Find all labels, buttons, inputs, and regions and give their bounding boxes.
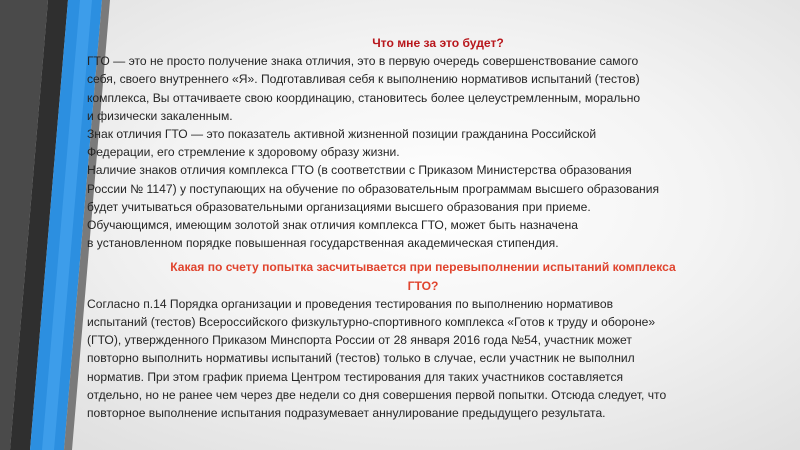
section-1-body [87,52,759,252]
text-line: (ГТО), утвержденного Приказом Минспорта России от 28 января 2016 года №54, участник может [87,333,632,348]
section-2-body [87,295,759,422]
text-line: себя, своего внутреннего «Я». Подготавливая себя к выполнению нормативов испытаний (тестов) [87,72,640,87]
text-line: норматив. При этом график приема Центром тестирования для таких участников составляется [87,369,624,384]
text-line: испытаний (тестов) Всероссийского физкультурно-спортивного комплекса «Готов к труду и обороне» [87,315,656,330]
heading-what-do-i-get: Что мне за это будет? [372,36,504,50]
text-line: комплекса, Вы оттачиваете свою координацию, становитесь более целеустремленным, морально [87,90,641,105]
text-line: в установленном порядке повышенная государственная академическая стипендия. [87,236,559,251]
text-line: отдельно, но не ранее чем через две недели со дня совершения первой попытки. Отсюда следует, что [87,387,667,402]
text-line: Согласно п.14 Порядка организации и проведения тестирования по выполнению нормативов [87,296,614,311]
text-line: повторно выполнить нормативы испытаний (тестов) только в случае, если участник не выполнил [87,351,635,366]
text-line: ГТО — это не просто получение знака отличия, это в первую очередь совершенствование самого [87,54,639,69]
text-line: Федерации, его стремление к здоровому образу жизни. [87,145,400,160]
slide-text [87,34,759,422]
text-line: России № 1147) у поступающих на обучение по образовательным программам высшего образования [87,181,660,196]
text-line: Наличие знаков отличия комплекса ГТО (в соответствии с Приказом Министерства образования [87,163,632,178]
text-line: будет учитываться образовательными организациями высшего образования при приеме. [87,199,591,214]
text-line: повторное выполнение испытания подразумевает аннулирование предыдущего результата. [87,406,606,421]
text-line: Знак отличия ГТО — это показатель активной жизненной позиции гражданина Российской [87,127,597,142]
heading-which-attempt: Какая по счету попытка засчитывается при перевыполнении испытаний комплекса [170,260,676,275]
heading-which-attempt-cont: ГТО? [407,278,439,293]
text-line: Обучающимся, имеющим золотой знак отличия комплекса ГТО, может быть назначена [87,218,578,233]
text-line: и физически закаленным. [87,108,233,123]
